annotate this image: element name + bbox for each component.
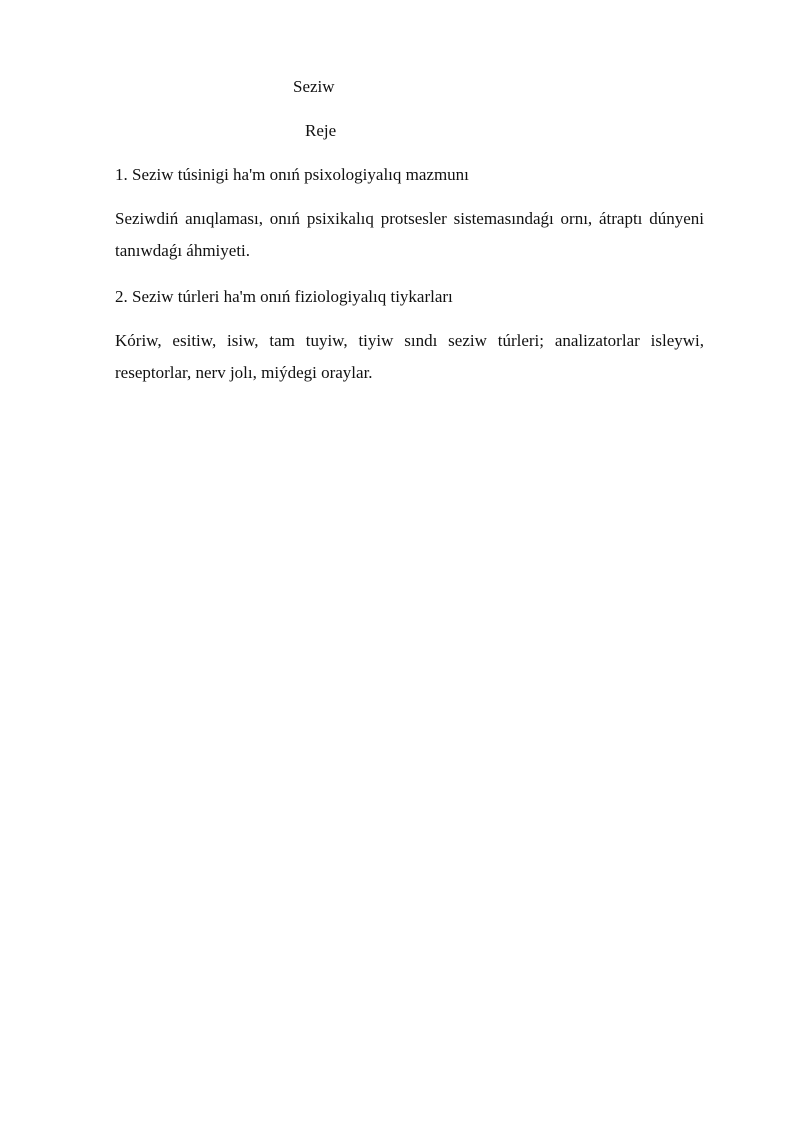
section-1 [115,163,704,267]
section-heading: 1. Seziw túsinigi ha'm onıń psixologiyalıq mazmunı [115,165,469,184]
document-subtitle: Reje [305,121,337,140]
section-body: Seziwdiń anıqlaması, onıń psixikalıq protsesler sistemasındaǵı ornı, átraptı dúnyeni tanıwdaǵı áhmiyeti. [115,209,704,260]
document-content [115,163,704,407]
section-heading: 2. Seziw túrleri ha'm onıń fiziologiyalıq tiykarları [115,287,453,306]
section-body: Kóriw, esitiw, isiw, tam tuyiw, tiyiw sındı seziw túrleri; analizatorlar isleywi, reseptorlar, nerv jolı, miýdegi oraylar. [115,331,704,382]
section-2 [115,285,704,389]
document-title: Seziw [293,77,335,96]
